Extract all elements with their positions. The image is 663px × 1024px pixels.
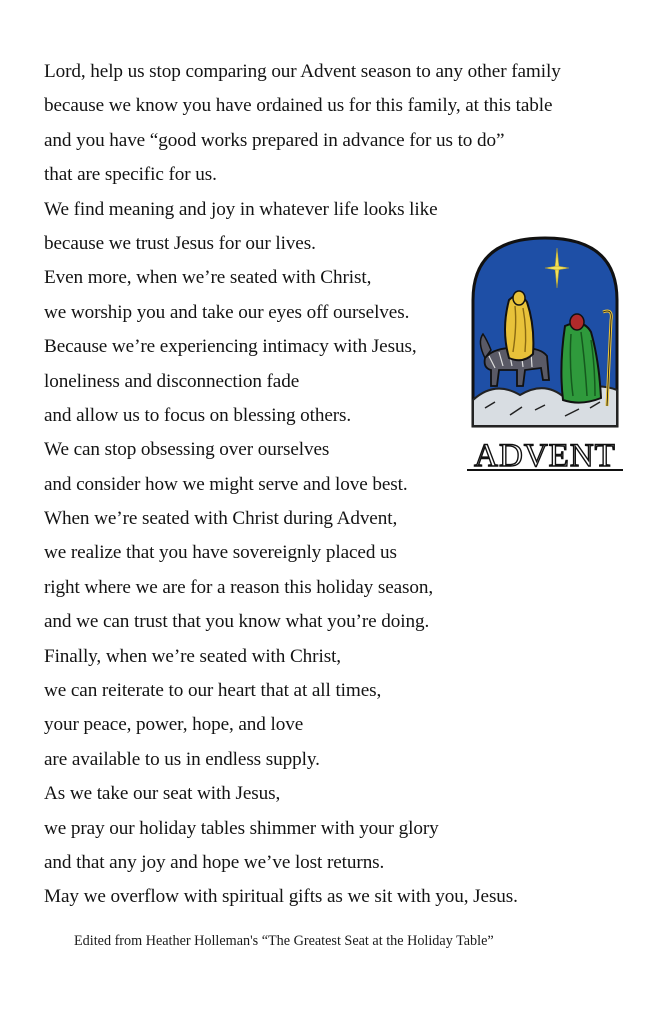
nativity-journey-illustration [465,230,625,478]
prayer-line: and allow us to focus on blessing others. [44,404,352,426]
prayer-line: right where we are for a reason this holiday season, [44,576,434,598]
prayer-line: We find meaning and joy in whatever life looks like [44,198,438,220]
prayer-line: and that any joy and hope we’ve lost returns. [44,851,385,873]
source-credit: Edited from Heather Holleman's “The Greatest Seat at the Holiday Table” [74,933,494,949]
prayer-line: that are specific for us. [44,164,217,186]
prayer-line: Even more, when we’re seated with Christ, [44,267,372,289]
prayer-line: May we overflow with spiritual gifts as we sit with you, Jesus. [44,886,518,908]
prayer-line: we realize that you have sovereignly placed us [44,542,397,564]
prayer-line: are available to us in endless supply. [44,748,320,770]
advent-caption: ADVENT [474,438,616,474]
prayer-line: we worship you and take our eyes off ourselves. [44,301,410,323]
prayer-text [44,55,644,915]
prayer-line: because we trust Jesus for our lives. [44,232,316,254]
prayer-line: because we know you have ordained us for this family, at this table [44,95,553,117]
prayer-line: we can reiterate to our heart that at all times, [44,680,382,702]
prayer-line: and you have “good works prepared in advance for us to do” [44,129,505,151]
prayer-line: As we take our seat with Jesus, [44,783,281,805]
prayer-line: Lord, help us stop comparing our Advent season to any other family [44,61,561,82]
prayer-line: Because we’re experiencing intimacy with Jesus, [44,336,417,358]
prayer-line: loneliness and disconnection fade [44,370,300,392]
prayer-line: Finally, when we’re seated with Christ, [44,645,341,667]
prayer-line: and we can trust that you know what you’re doing. [44,611,430,633]
prayer-line: we pray our holiday tables shimmer with your glory [44,817,439,839]
advent-emblem [465,230,625,478]
prayer-line: We can stop obsessing over ourselves [44,439,330,461]
prayer-line: and consider how we might serve and love best. [44,473,408,495]
prayer-line: When we’re seated with Christ during Advent, [44,508,398,530]
prayer-line: your peace, power, hope, and love [44,714,304,736]
